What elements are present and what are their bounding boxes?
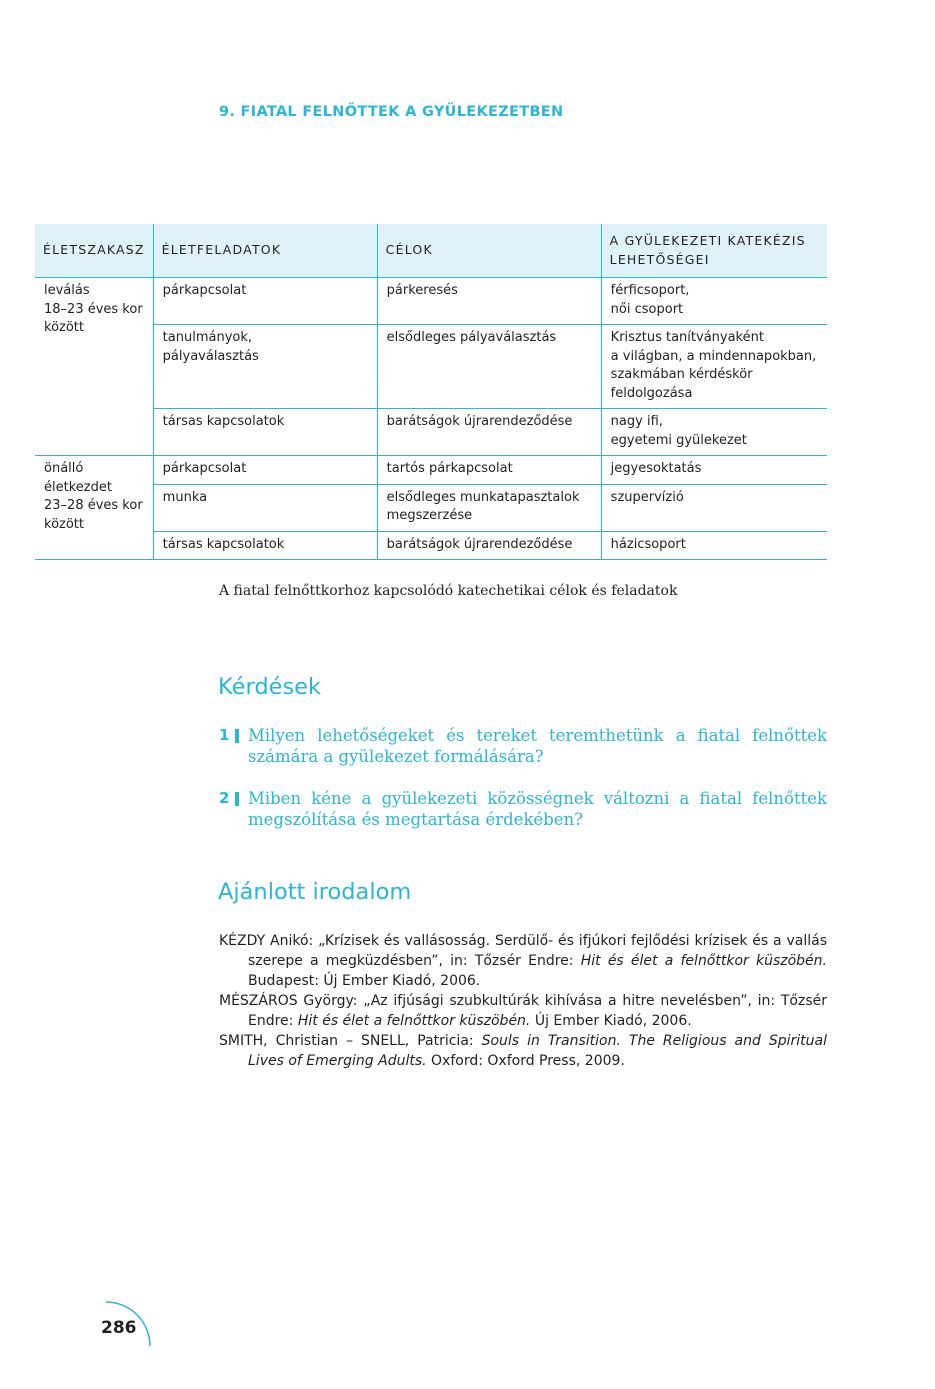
table-cell: párkeresés (377, 278, 601, 325)
reference-title: Souls in Transition. The Religious and Spiritual Lives of Emerging Adults. (248, 1033, 827, 1069)
reference-title: Hit és élet a felnőttkor küszöbén. (580, 953, 827, 969)
table-cell: házicsoport (601, 531, 827, 560)
table-cell: társas kapcsolatok (153, 409, 377, 456)
table-cell: jegyesoktatás (601, 456, 827, 485)
table-cell: társas kapcsolatok (153, 531, 377, 560)
reference-lead: MÉSZÁROS György: „Az ifjúsági szubkultúrák kihívása a hitre nevelésben”, in: Tőzsér Endre: (219, 993, 827, 1029)
table-row (35, 278, 827, 325)
question-marker (235, 792, 239, 806)
reference-tail: Új Ember Kiadó, 2006. (530, 1013, 692, 1029)
questions-heading: Kérdések (218, 674, 322, 700)
table-cell: szupervízió (601, 484, 827, 531)
reference-item (219, 991, 827, 1031)
table-header-row (35, 224, 827, 278)
table-cell: férficsoport, női csoport (601, 278, 827, 325)
column-header: CÉLOK (377, 224, 601, 278)
table-cell: párkapcsolat (153, 456, 377, 485)
reading-heading: Ajánlott irodalom (218, 879, 412, 905)
stage-label: leválás 18–23 éves kor között (44, 283, 143, 335)
table-row (35, 531, 827, 560)
question-marker (235, 729, 239, 743)
reference-item (219, 1031, 827, 1071)
table-cell: Krisztus tanítványaként a világban, a mindennapokban, szakmában kérdéskör feldolgozása (601, 325, 827, 409)
question-item (219, 725, 827, 767)
table-cell: barátságok újrarendeződése (377, 409, 601, 456)
table-row (35, 325, 827, 409)
table-row (35, 456, 827, 485)
reference-tail: Budapest: Új Ember Kiadó, 2006. (248, 973, 481, 989)
table-cell: elsődleges pályaválasztás (377, 325, 601, 409)
table-cell: párkapcsolat (153, 278, 377, 325)
table-cell: tanulmányok, pályaválasztás (153, 325, 377, 409)
reference-item (219, 931, 827, 991)
reference-lead: SMITH, Christian – SNELL, Patricia: (219, 1033, 482, 1049)
reference-lead: KÉZDY Anikó: „Krízisek és vallásosság. Serdülő- és ifjúkori fejlődési krízisek és a vallás szerepe a megküzdésben”, in: Tőzsér Endre: (219, 933, 827, 969)
question-number: 2 (219, 789, 230, 807)
table-cell: barátságok újrarendeződése (377, 531, 601, 560)
table-row (35, 484, 827, 531)
page-number: 286 (101, 1318, 137, 1338)
chapter-title: 9. FIATAL FELNŐTTEK A GYÜLEKEZETBEN (219, 104, 564, 120)
stage-label: önálló életkezdet 23–28 éves kor között (44, 461, 143, 532)
reference-tail: Oxford: Oxford Press, 2009. (426, 1053, 625, 1069)
table-caption: A fiatal felnőttkorhoz kapcsolódó katechetikai célok és feladatok (219, 583, 678, 599)
table-cell: elsődleges munkatapasztalok megszerzése (377, 484, 601, 531)
table-cell: nagy ifi, egyetemi gyülekezet (601, 409, 827, 456)
column-header: ÉLETSZAKASZ (35, 224, 153, 278)
question-item (219, 788, 827, 830)
table-cell: munka (153, 484, 377, 531)
table-cell: tartós párkapcsolat (377, 456, 601, 485)
column-header: A GYÜLEKEZETI KATEKÉZIS LEHETŐSÉGEI (601, 224, 827, 278)
reference-list (219, 931, 827, 1071)
question-text: Milyen lehetőségeket és tereket teremthetünk a fiatal felnőttek számára a gyülekezet formálására? (248, 726, 827, 766)
column-header: ÉLETFELADATOK (153, 224, 377, 278)
question-number: 1 (219, 726, 230, 744)
table-row (35, 409, 827, 456)
stage-cell (35, 278, 153, 456)
catechesis-table (35, 224, 827, 560)
reference-title: Hit és élet a felnőttkor küszöbén. (297, 1013, 531, 1029)
stage-cell (35, 456, 153, 560)
question-text: Miben kéne a gyülekezeti közösségnek változni a fiatal felnőttek megszólítása és megtartása érdekében? (248, 789, 827, 829)
